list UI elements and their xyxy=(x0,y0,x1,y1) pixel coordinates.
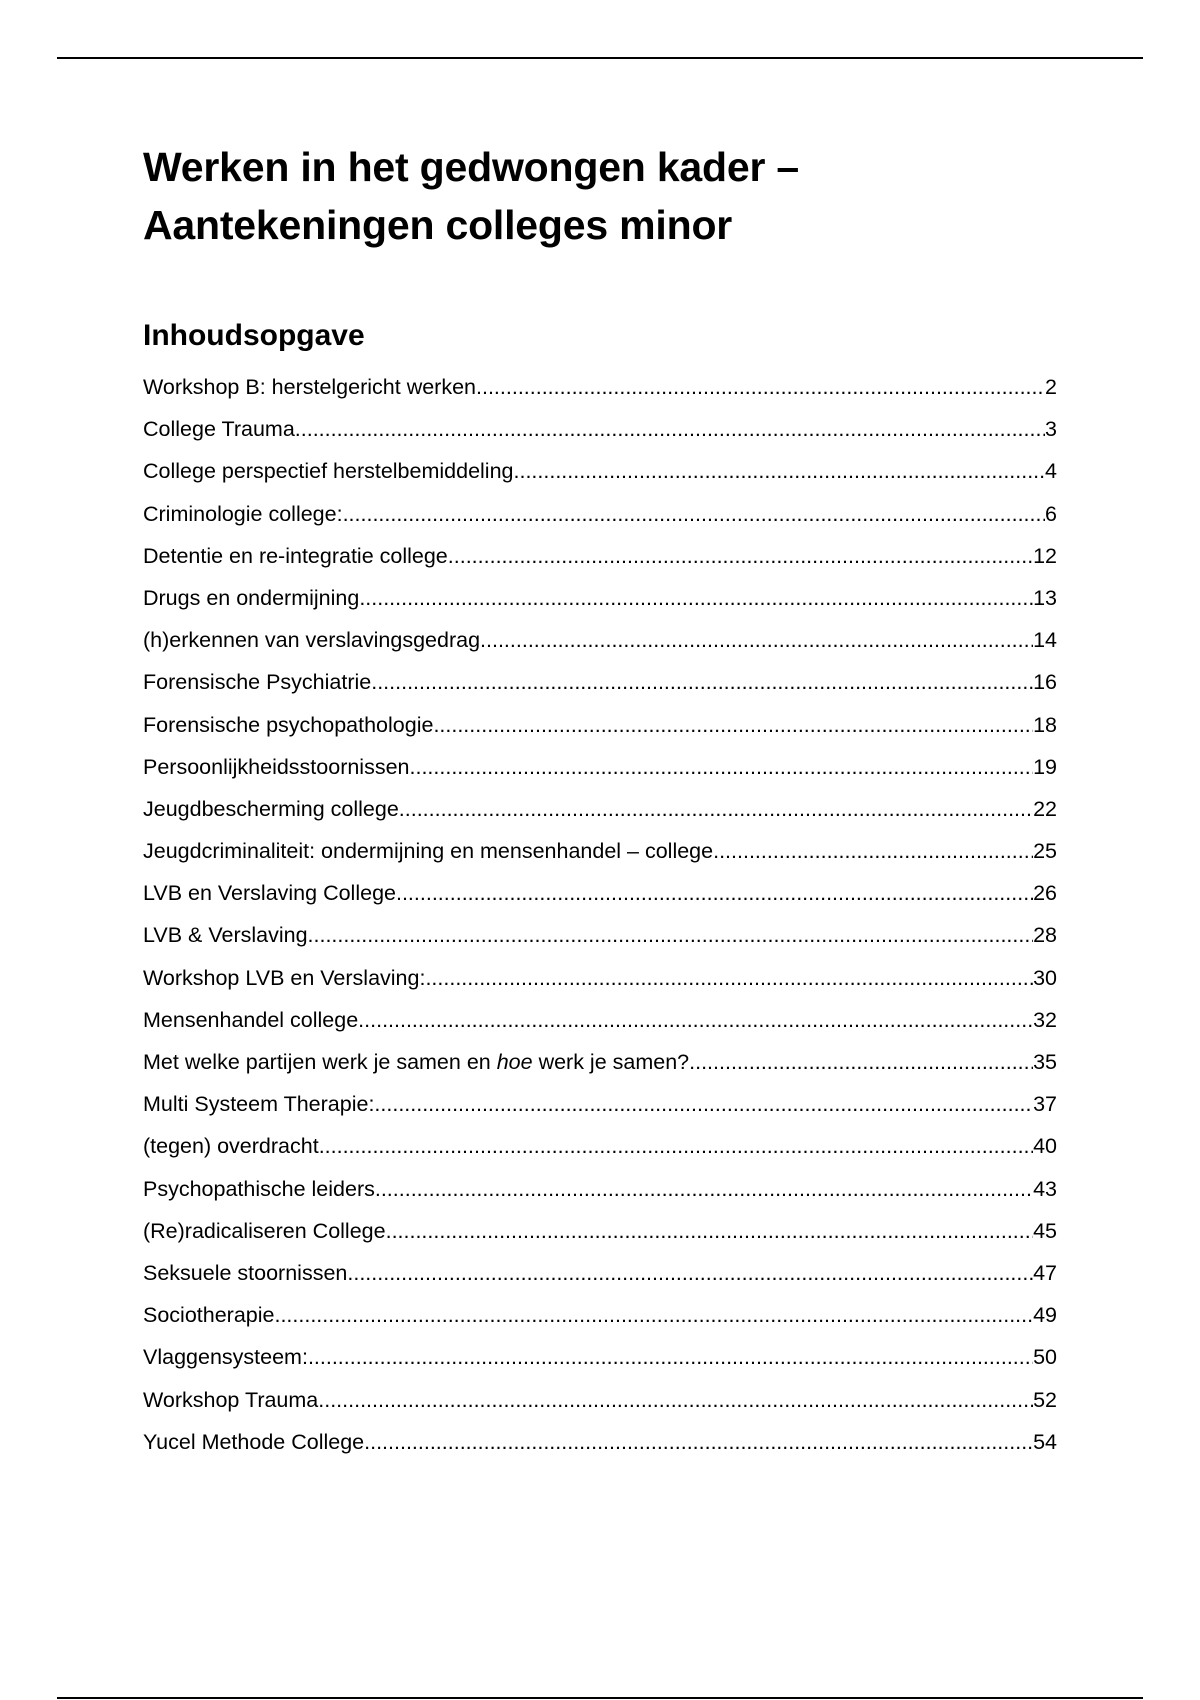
toc-entry-forensische-psychiatrie[interactable] xyxy=(143,661,1057,703)
toc-entry-label: Psychopathische leiders xyxy=(143,1176,375,1201)
toc-entry-yucel-methode[interactable] xyxy=(143,1421,1057,1463)
toc-dot-leader xyxy=(448,535,1033,577)
toc-entry-label: Forensische Psychiatrie xyxy=(143,670,372,695)
toc-dot-leader xyxy=(347,1252,1033,1294)
toc-entry-page: 47 xyxy=(1033,1260,1057,1285)
toc-dot-leader xyxy=(425,957,1033,999)
toc-entry-page: 12 xyxy=(1033,543,1057,568)
toc-entry-workshop-b[interactable] xyxy=(143,366,1057,408)
toc-dot-leader xyxy=(514,450,1046,492)
toc-dot-leader xyxy=(343,493,1045,535)
toc-entry-label: Multi Systeem Therapie: xyxy=(143,1092,375,1117)
toc-dot-leader xyxy=(375,1168,1033,1210)
toc-entry-forensische-psychopathologie[interactable] xyxy=(143,704,1057,746)
toc-entry-page: 19 xyxy=(1033,754,1057,779)
toc-entry-label-emphasis: hoe xyxy=(496,1050,533,1074)
toc-dot-leader xyxy=(358,999,1033,1041)
toc-dot-leader xyxy=(359,577,1033,619)
toc-dot-leader xyxy=(433,704,1033,746)
page-bottom-rule xyxy=(57,1697,1143,1699)
toc-entry-verslavingsgedrag[interactable] xyxy=(143,619,1057,661)
toc-entry-page: 18 xyxy=(1033,712,1057,737)
toc-dot-leader xyxy=(410,746,1034,788)
toc-entry-label: Mensenhandel college xyxy=(143,1007,359,1032)
toc-entry-page: 6 xyxy=(1045,501,1057,526)
toc-entry-page: 13 xyxy=(1033,585,1057,610)
toc-entry-page: 30 xyxy=(1033,965,1057,990)
document-title xyxy=(143,138,1057,254)
toc-entry-psychopathische-leiders[interactable] xyxy=(143,1168,1057,1210)
toc-entry-multi-systeem-therapie[interactable] xyxy=(143,1083,1057,1125)
toc-entry-label: Jeugdcriminaliteit: ondermijning en mensenhandel – college xyxy=(143,839,714,864)
toc-entry-page: 45 xyxy=(1033,1218,1057,1243)
toc-heading: Inhoudsopgave xyxy=(143,319,365,352)
toc-entry-label: Forensische psychopathologie xyxy=(143,712,434,737)
toc-entry-radicaliseren[interactable] xyxy=(143,1210,1057,1252)
toc-entry-label: College perspectief herstelbemiddeling xyxy=(143,459,514,484)
toc-entry-label: Seksuele stoornissen xyxy=(143,1260,348,1285)
toc-entry-page: 32 xyxy=(1033,1007,1057,1032)
toc-dot-leader xyxy=(319,1125,1033,1167)
table-of-contents xyxy=(143,366,1057,1463)
toc-entry-label: Vlaggensysteem: xyxy=(143,1345,308,1370)
toc-entry-label: Detentie en re-integratie college xyxy=(143,543,448,568)
page-top-rule xyxy=(57,57,1143,59)
toc-dot-leader xyxy=(308,914,1034,956)
toc-entry-page: 43 xyxy=(1033,1176,1057,1201)
toc-dot-leader xyxy=(476,366,1045,408)
toc-dot-leader xyxy=(318,1379,1033,1421)
toc-entry-persoonlijkheidsstoornissen[interactable] xyxy=(143,746,1057,788)
toc-entry-page: 2 xyxy=(1045,375,1057,399)
toc-entry-lvb-en-verslaving[interactable] xyxy=(143,914,1057,956)
toc-entry-detentie[interactable] xyxy=(143,535,1057,577)
toc-dot-leader xyxy=(308,1336,1033,1378)
toc-entry-page: 14 xyxy=(1033,628,1057,653)
toc-entry-page: 37 xyxy=(1033,1092,1057,1117)
toc-entry-page: 16 xyxy=(1033,670,1057,695)
toc-entry-label-part: Met welke partijen werk je samen en xyxy=(143,1050,497,1074)
toc-entry-page: 54 xyxy=(1033,1429,1057,1454)
toc-entry-page: 28 xyxy=(1033,923,1057,948)
toc-entry-label xyxy=(143,1041,689,1083)
toc-entry-college-trauma[interactable] xyxy=(143,408,1057,450)
document-title-line-1: Werken in het gedwongen kader – xyxy=(143,144,800,190)
toc-entry-label: Sociotherapie xyxy=(143,1303,275,1328)
toc-entry-label: College Trauma xyxy=(143,417,295,442)
toc-entry-label: Workshop B: herstelgericht werken xyxy=(143,375,476,399)
toc-entry-page: 4 xyxy=(1045,459,1057,484)
toc-entry-herstelbemiddeling[interactable] xyxy=(143,450,1057,492)
toc-entry-label: Criminologie college: xyxy=(143,501,343,526)
toc-dot-leader xyxy=(274,1294,1033,1336)
toc-dot-leader xyxy=(689,1041,1033,1083)
toc-entry-jeugdbescherming[interactable] xyxy=(143,788,1057,830)
toc-entry-label: (Re)radicaliseren College xyxy=(143,1218,386,1243)
toc-entry-page: 3 xyxy=(1045,417,1057,442)
toc-entry-sociotherapie[interactable] xyxy=(143,1294,1057,1336)
toc-entry-page: 40 xyxy=(1033,1134,1057,1159)
toc-entry-criminologie[interactable] xyxy=(143,493,1057,535)
toc-dot-leader xyxy=(480,619,1033,661)
toc-dot-leader xyxy=(386,1210,1033,1252)
toc-entry-tegen-overdracht[interactable] xyxy=(143,1125,1057,1167)
toc-entry-page: 25 xyxy=(1033,839,1057,864)
toc-dot-leader xyxy=(374,1083,1033,1125)
toc-entry-label: Jeugdbescherming college xyxy=(143,796,399,821)
toc-entry-page: 50 xyxy=(1033,1345,1057,1370)
toc-dot-leader xyxy=(713,830,1033,872)
toc-entry-workshop-trauma[interactable] xyxy=(143,1379,1057,1421)
toc-entry-page: 35 xyxy=(1033,1050,1057,1074)
toc-dot-leader xyxy=(295,408,1045,450)
toc-entry-page: 49 xyxy=(1033,1303,1057,1328)
toc-entry-vlaggensysteem[interactable] xyxy=(143,1336,1057,1378)
toc-entry-partijen-samenwerken[interactable] xyxy=(143,1041,1057,1083)
toc-entry-seksuele-stoornissen[interactable] xyxy=(143,1252,1057,1294)
toc-dot-leader xyxy=(371,661,1033,703)
toc-entry-label: (tegen) overdracht xyxy=(143,1134,319,1159)
toc-entry-page: 26 xyxy=(1033,881,1057,906)
toc-entry-mensenhandel[interactable] xyxy=(143,999,1057,1041)
toc-entry-label: Yucel Methode College xyxy=(143,1429,365,1454)
toc-entry-label: (h)erkennen van verslavingsgedrag xyxy=(143,628,481,653)
toc-entry-page: 22 xyxy=(1033,796,1057,821)
toc-entry-lvb-verslaving-college[interactable] xyxy=(143,872,1057,914)
toc-entry-label: LVB en Verslaving College xyxy=(143,881,396,906)
page-content xyxy=(143,138,1057,1463)
toc-entry-label: LVB & Verslaving xyxy=(143,923,308,948)
toc-entry-workshop-lvb[interactable] xyxy=(143,957,1057,999)
toc-entry-drugs[interactable] xyxy=(143,577,1057,619)
toc-dot-leader xyxy=(399,788,1033,830)
toc-dot-leader xyxy=(396,872,1033,914)
document-title-line-2: Aantekeningen colleges minor xyxy=(143,202,733,248)
toc-entry-jeugdcriminaliteit[interactable] xyxy=(143,830,1057,872)
toc-entry-label-part: werk je samen? xyxy=(532,1050,690,1074)
toc-entry-page: 52 xyxy=(1033,1387,1057,1412)
toc-entry-label: Workshop LVB en Verslaving: xyxy=(143,965,426,990)
toc-entry-label: Persoonlijkheidsstoornissen xyxy=(143,754,410,779)
toc-entry-label: Drugs en ondermijning xyxy=(143,585,360,610)
toc-dot-leader xyxy=(364,1421,1033,1463)
toc-entry-label: Workshop Trauma xyxy=(143,1387,319,1412)
